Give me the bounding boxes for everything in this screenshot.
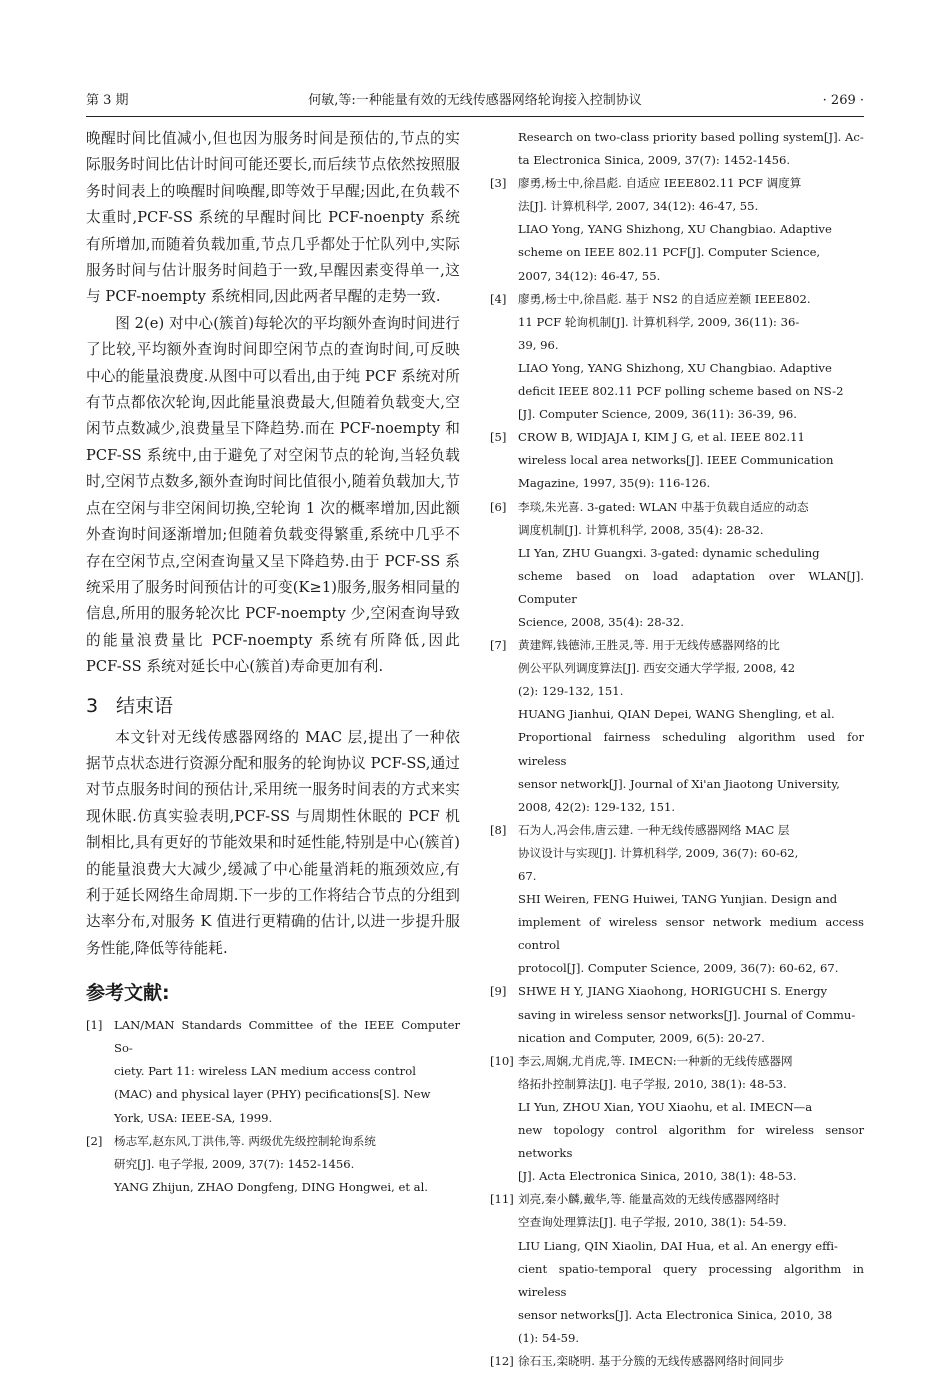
body-paragraph: 图 2(e) 对中心(簇首)每轮次的平均额外查询时间进行了比较,平均额外查询时间即空闲节点的查询时间,可反映中心的能量浪费度.从图中可以看出,由于纯 PCF 系统对所有节点都依次轮询,因此能量浪费最大,但随着负载变大,空闲节点数减少,浪费量呈下降趋势.而在 PCF-noempty 和 PCF-SS 系统中,由于避免了对空闲节点的轮询,当轻负载时,空闲节点数多,额外查询时间比值很小,随着负载加大,节点在空闲与非空闲间切换,空轮询 1 次的概率增加,因此额外查询时间逐渐增加;但随着负载变得繁重,系统中几乎不存在空闲节点,空闲查询量又呈下降趋势.由于 PCF-SS 系统采用了服务时间预估计的可变(K≥1)服务,服务相同量的信息,所用的服务轮次比 PCF-noempty 少,空闲查询导致的能量浪费量比 PCF-noempty 系统有所降低,因此 PCF-SS 系统对延长中心(簇首)寿命更加有利.	[86, 314, 460, 676]
reference-line: protocol[J]. Computer Science, 2009, 36(7): 60-62, 67.	[518, 961, 839, 976]
reference-line: 李琰,朱光喜. 3-gated: WLAN 中基于负载自适应的动态	[518, 499, 809, 514]
reference-line: sensor networks[J]. Acta Electronica Sinica, 2010, 38	[518, 1307, 833, 1322]
reference-number: [9]	[490, 984, 507, 999]
reference-line: (MAC) and physical layer (PHY) pecifications[S]. New	[114, 1087, 431, 1102]
reference-line: 调度机制[J]. 计算机科学, 2008, 35(4): 28-32.	[518, 522, 764, 537]
header-rule	[86, 116, 864, 117]
reference-line: (2): 129-132, 151.	[518, 684, 624, 699]
reference-number: [5]	[490, 430, 507, 445]
reference-line: [J]. Computer Science, 2009, 36(11): 36-39, 96.	[518, 407, 797, 422]
reference-item	[490, 172, 864, 287]
reference-line: YANG Zhijun, ZHAO Dongfeng, DING Hongwei, et al.	[114, 1179, 428, 1194]
reference-line: Proportional fairness scheduling algorithm used for wireless	[518, 730, 864, 768]
reference-number: [3]	[490, 176, 507, 191]
reference-line: implement of wireless sensor network medium access control	[518, 915, 864, 953]
section-title: 结束语	[116, 694, 174, 717]
reference-line: (1): 54-59.	[518, 1330, 580, 1345]
reference-line: 刘亮,秦小麟,戴华,等. 能量高效的无线传感器网络时	[518, 1192, 780, 1207]
reference-line: LIAO Yong, YANG Shizhong, XU Changbiao. Adaptive	[518, 222, 832, 237]
reference-line: LIAO Yong, YANG Shizhong, XU Changbiao. Adaptive	[518, 360, 832, 375]
reference-line: Research on two-class priority based polling system[J]. Ac-	[518, 130, 864, 144]
reference-line: 39, 96.	[518, 337, 559, 352]
reference-line: 李云,周娴,尤肖虎,等. IMECN:一种新的无线传感器网	[518, 1053, 793, 1068]
reference-line: HUANG Jianhui, QIAN Depei, WANG Shengling, et al.	[518, 707, 835, 722]
reference-line: 法[J]. 计算机科学, 2007, 34(12): 46-47, 55.	[518, 199, 759, 214]
section-heading	[86, 687, 460, 725]
reference-continuation	[490, 126, 864, 172]
reference-line: new topology control algorithm for wireless sensor networks	[518, 1123, 864, 1161]
reference-item	[86, 1014, 460, 1129]
reference-line: York, USA: IEEE-SA, 1999.	[114, 1110, 273, 1125]
references-list	[86, 1014, 460, 1199]
reference-line: saving in wireless sensor networks[J]. Journal of Commu-	[518, 1007, 856, 1022]
reference-item	[490, 1188, 864, 1350]
reference-number: [10]	[490, 1053, 514, 1068]
reference-line: ciety. Part 11: wireless LAN medium access control	[114, 1064, 416, 1079]
reference-line: ta Electronica Sinica, 2009, 37(7): 1452-1456.	[518, 153, 791, 168]
reference-number: [2]	[86, 1133, 103, 1148]
reference-line: 67.	[518, 869, 537, 883]
running-title: 何敏,等:一种能量有效的无线传感器网络轮询接入控制协议	[308, 93, 642, 108]
reference-item	[490, 1350, 864, 1373]
reference-line: 杨志军,赵东风,丁洪伟,等. 两级优先级控制轮询系统	[114, 1133, 376, 1148]
section-number: 3	[86, 694, 99, 717]
reference-number: [4]	[490, 291, 507, 306]
reference-item	[86, 1130, 460, 1199]
reference-number: [11]	[490, 1192, 514, 1207]
reference-line: LI Yan, ZHU Guangxi. 3-gated: dynamic scheduling	[518, 545, 820, 560]
reference-item	[490, 288, 864, 427]
right-column	[490, 126, 864, 1373]
reference-line: 石为人,冯会伟,唐云建. 一种无线传感器网络 MAC 层	[518, 822, 790, 837]
reference-line: 2007, 34(12): 46-47, 55.	[518, 268, 661, 283]
reference-line: nication and Computer, 2009, 6(5): 20-27.	[518, 1030, 765, 1045]
reference-line: 络拓扑控制算法[J]. 电子学报, 2010, 38(1): 48-53.	[518, 1076, 787, 1091]
reference-number: [7]	[490, 638, 507, 653]
reference-number: [6]	[490, 499, 507, 514]
reference-line: scheme on IEEE 802.11 PCF[J]. Computer Science,	[518, 245, 821, 260]
reference-line: LAN/MAN Standards Committee of the IEEE Computer So-	[114, 1018, 460, 1056]
issue-number: 第 3 期	[86, 93, 129, 108]
reference-line: 协议设计与实现[J]. 计算机科学, 2009, 36(7): 60-62,	[518, 845, 799, 860]
reference-line: cient spatio-temporal query processing algorithm in wireless	[518, 1261, 864, 1299]
reference-line: 研究[J]. 电子学报, 2009, 37(7): 1452-1456.	[114, 1156, 355, 1171]
reference-item	[490, 819, 864, 981]
reference-line: sensor network[J]. Journal of Xi'an Jiaotong University,	[518, 776, 840, 791]
reference-line: 例公平队列调度算法[J]. 西安交通大学学报, 2008, 42	[518, 661, 796, 676]
reference-line: [J]. Acta Electronica Sinica, 2010, 38(1): 48-53.	[518, 1169, 797, 1184]
reference-line: 黄建辉,钱德沛,王胜灵,等. 用于无线传感器网络的比	[518, 638, 780, 653]
reference-line: scheme based on load adaptation over WLAN[J]. Computer	[518, 568, 864, 606]
reference-number: [8]	[490, 822, 507, 837]
reference-line: 徐石玉,栾晓明. 基于分簇的无线传感器网络时间同步	[518, 1353, 785, 1368]
reference-item	[490, 426, 864, 495]
reference-line: SHWE H Y, JIANG Xiaohong, HORIGUCHI S. Energy	[518, 984, 828, 999]
reference-line: Science, 2008, 35(4): 28-32.	[518, 614, 684, 629]
running-header	[86, 90, 864, 112]
reference-line: 廖勇,杨士中,徐昌彪. 基于 NS2 的自适应差额 IEEE802.	[518, 291, 811, 306]
reference-line: LI Yun, ZHOU Xian, YOU Xiaohu, et al. IMECN—a	[518, 1099, 813, 1114]
left-column	[86, 126, 460, 1199]
reference-line: deficit IEEE 802.11 PCF polling scheme based on NS-2	[518, 384, 844, 399]
page-number: · 269 ·	[822, 93, 864, 108]
reference-item	[490, 634, 864, 819]
reference-line: 空查询处理算法[J]. 电子学报, 2010, 38(1): 54-59.	[518, 1215, 787, 1230]
reference-item	[490, 980, 864, 1049]
reference-item	[490, 1050, 864, 1189]
reference-line: wireless local area networks[J]. IEEE Communication	[518, 453, 834, 468]
reference-line: 2008, 42(2): 129-132, 151.	[518, 799, 676, 814]
reference-line: 廖勇,杨士中,徐昌彪. 自适应 IEEE802.11 PCF 调度算	[518, 176, 802, 191]
reference-line: Magazine, 1997, 35(9): 116-126.	[518, 476, 711, 491]
reference-item	[490, 496, 864, 635]
reference-line: 11 PCF 轮询机制[J]. 计算机科学, 2009, 36(11): 36-	[518, 314, 800, 329]
references-heading: 参考文献:	[86, 982, 170, 1005]
body-paragraph: 晚醒时间比值减小,但也因为服务时间是预估的,节点的实际服务时间比估计时间可能还要长,而后续节点依然按照服务时间表上的唤醒时间唤醒,即等效于早醒;因此,在负载不太重时,PCF-SS 系统的早醒时间比 PCF-noenpty 系统有所增加,而随着负载加重,节点几乎都处于忙队列中,实际服务时间与估计服务时间趋于一致,早醒因素变得单一,这与 PCF-noempty 系统相同,因此两者早醒的走势一致.	[86, 130, 460, 306]
reference-line: LIU Liang, QIN Xiaolin, DAI Hua, et al. An energy effi-	[518, 1238, 838, 1253]
references-list	[490, 172, 864, 1373]
reference-number: [12]	[490, 1353, 514, 1368]
reference-line: SHI Weiren, FENG Huiwei, TANG Yunjian. Design and	[518, 892, 838, 907]
reference-line: CROW B, WIDJAJA I, KIM J G, et al. IEEE 802.11	[518, 430, 805, 445]
conclusion-paragraph: 本文针对无线传感器网络的 MAC 层,提出了一种依据节点状态进行资源分配和服务的轮询协议 PCF-SS,通过对节点服务时间的预估计,采用统一服务时间表的方式来实现休眠.仿真实验表明,PCF-SS 与周期性休眠的 PCF 机制相比,具有更好的节能效果和时延性能,特别是中心(簇首)的能量浪费大大减少,缓减了中心能量消耗的瓶颈效应,有利于延长网络生命周期.下一步的工作将结合节点的分组到达率分布,对服务 K 值进行更精确的估计,以进一步提升服务性能,降低等待能耗.	[86, 728, 460, 957]
reference-number: [1]	[86, 1018, 103, 1033]
